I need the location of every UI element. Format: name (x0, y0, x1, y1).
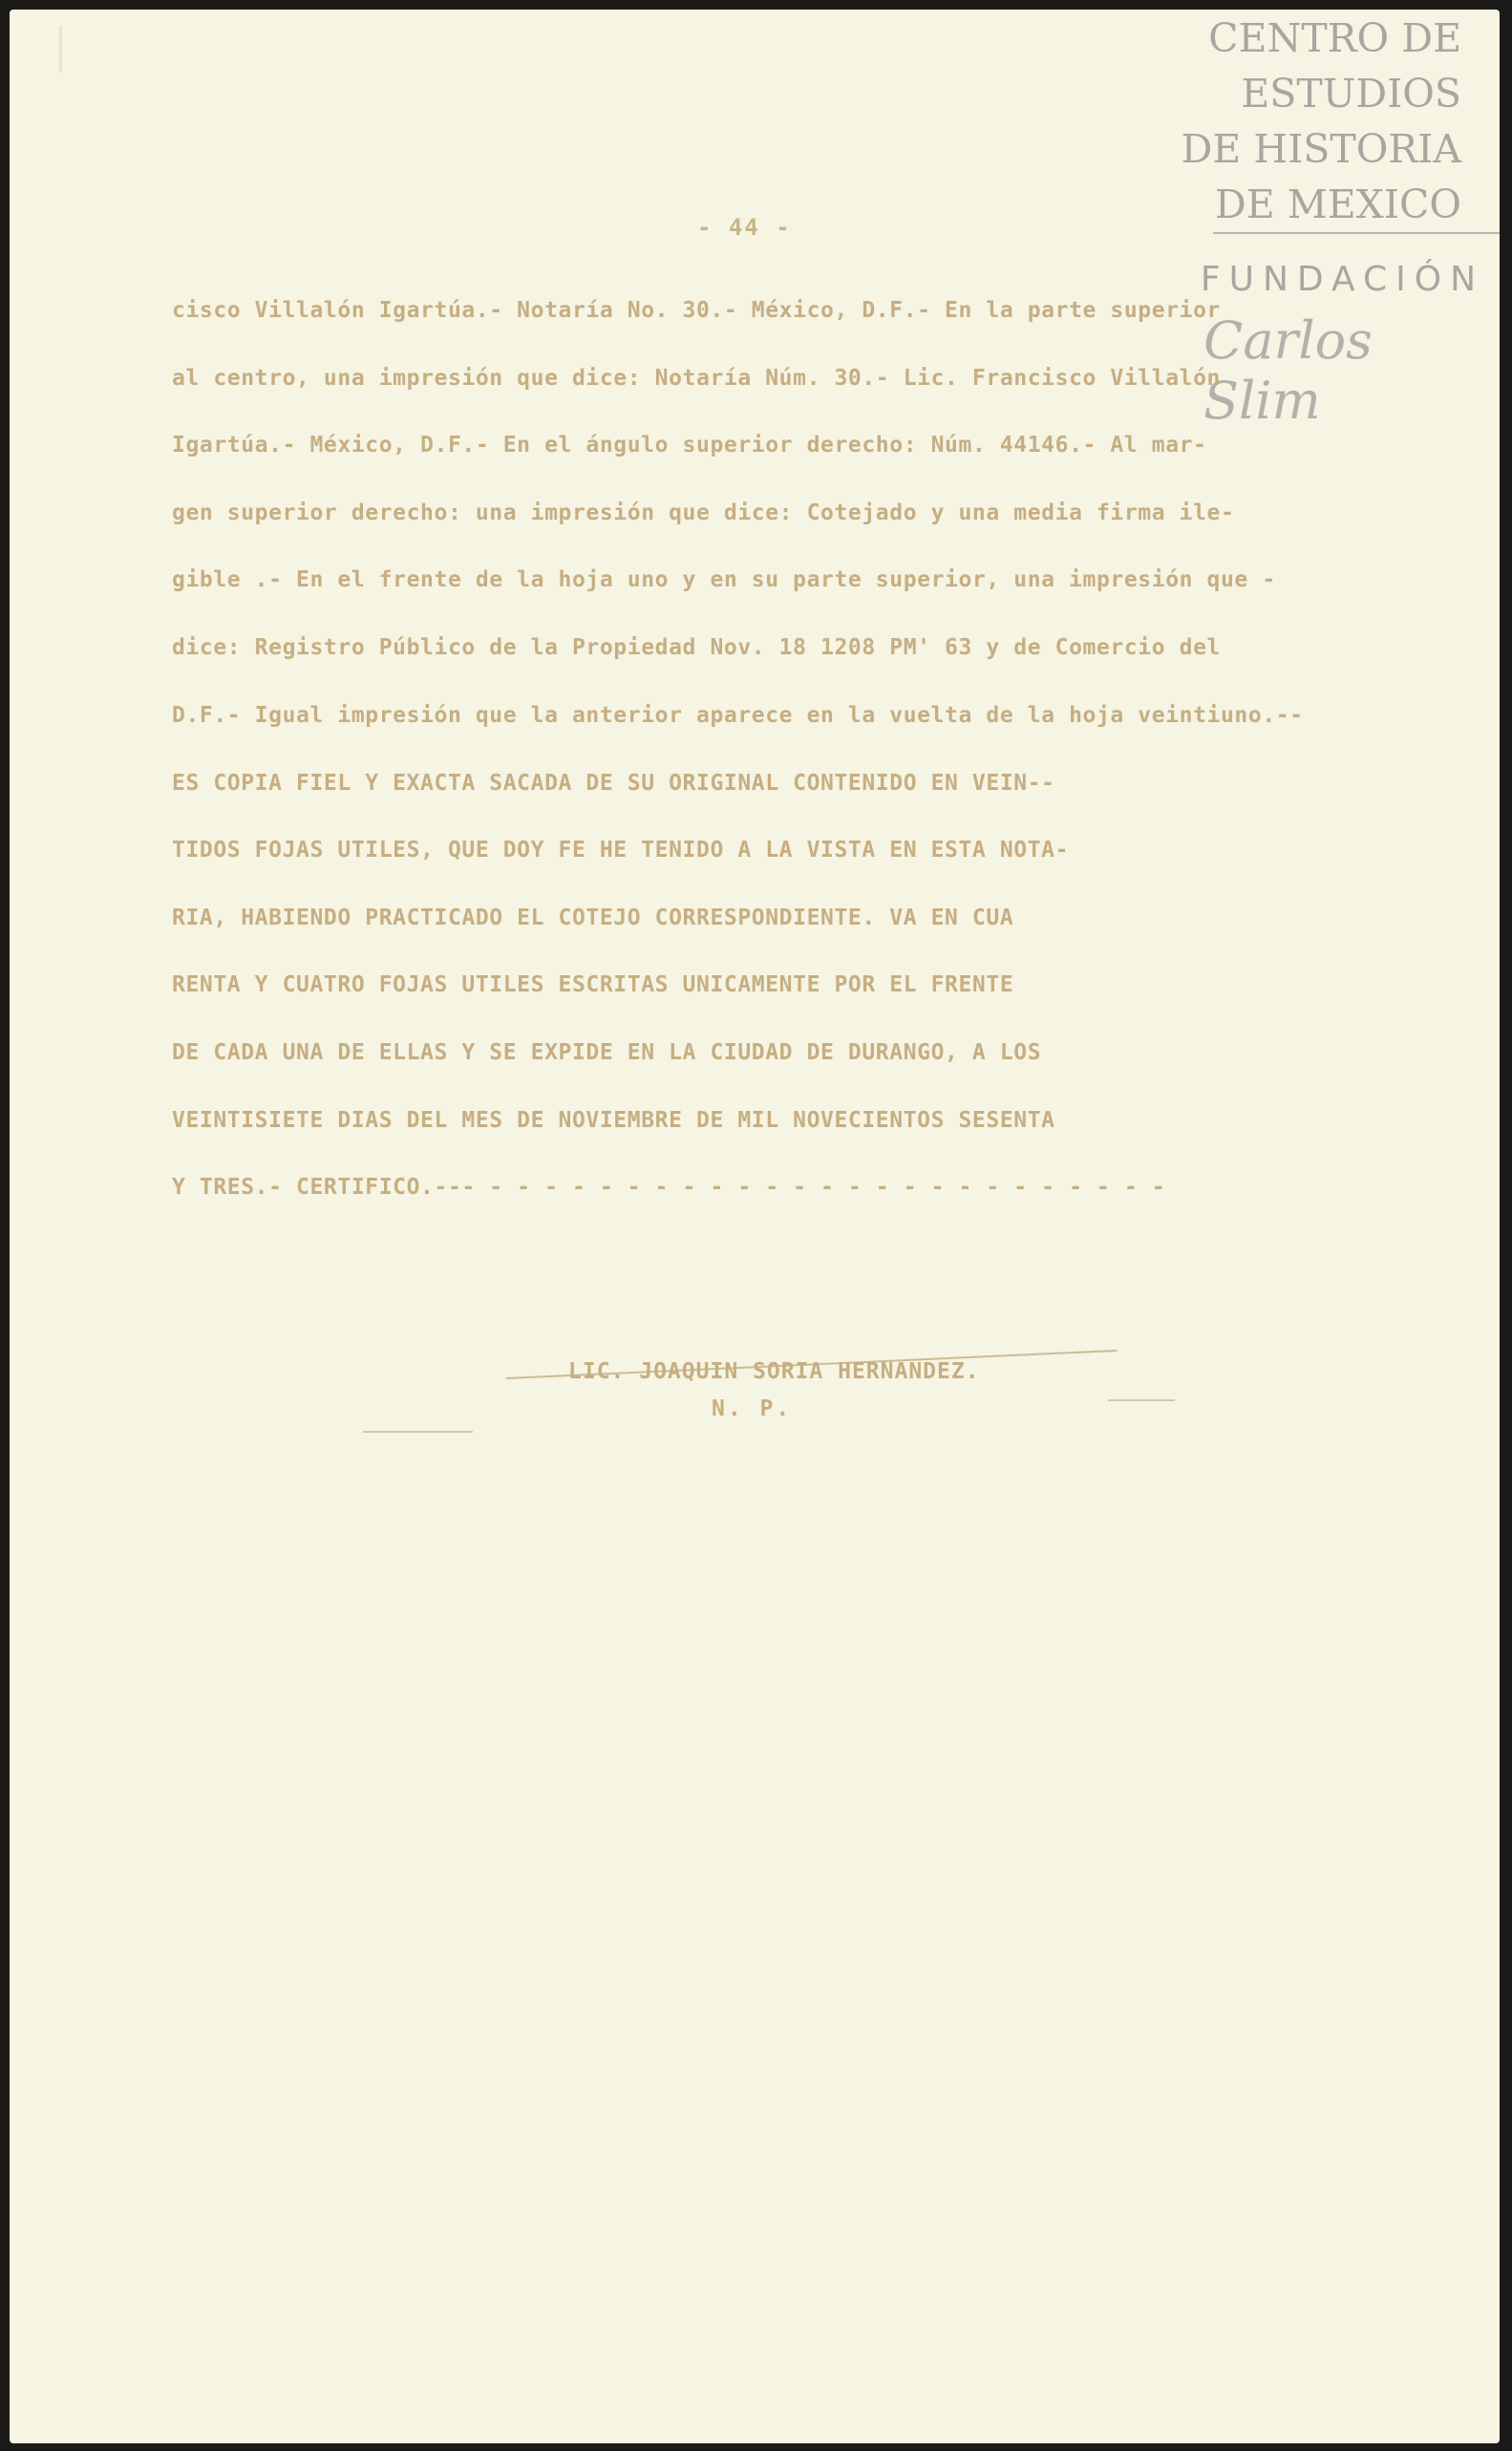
watermark-line-4: DE MEXICO (1214, 181, 1461, 227)
body-line-7: D.F.- Igual impresión que la anterior aparece en la vuelta de la hoja veintiuno.-- (172, 703, 1304, 728)
watermark-line-1: CENTRO DE (1208, 15, 1461, 61)
body-line-5: gible .- En el frente de la hoja uno y en su parte superior, una impresión que - (172, 567, 1276, 592)
watermark-divider (1213, 232, 1500, 234)
body-line-3: Igartúa.- México, D.F.- En el ángulo superior derecho: Núm. 44146.- Al mar- (172, 433, 1207, 458)
body-line-14: Y TRES.- CERTIFICO.--- - - - - - - - - - - - - - - - - - - - - - - - - - (172, 1175, 1166, 1200)
watermark-line-2: ESTUDIOS (1241, 71, 1461, 117)
archive-watermark (1181, 10, 1500, 431)
body-line-9: TIDOS FOJAS UTILES, QUE DOY FE HE TENIDO A LA VISTA EN ESTA NOTA- (172, 838, 1070, 863)
body-line-6: dice: Registro Público de la Propiedad Nov. 18 1208 PM' 63 y de Comercio del (172, 635, 1221, 660)
watermark-line-3: DE HISTORIA (1181, 126, 1461, 172)
signature-underline-left (363, 1431, 473, 1433)
signature-name: LIC. JOAQUIN SORIA HERNANDEZ. (568, 1359, 980, 1384)
body-line-12: DE CADA UNA DE ELLAS Y SE EXPIDE EN LA CIUDAD DE DURANGO, A LOS (172, 1040, 1042, 1065)
page-corner-mark (59, 27, 62, 73)
signature-underline-right (1108, 1399, 1175, 1401)
signature-title: N. P. (712, 1396, 793, 1421)
watermark-signature: Carlos Slim (1203, 310, 1373, 431)
watermark-fundacion: FUNDACIÓN (1200, 260, 1484, 299)
body-line-4: gen superior derecho: una impresión que dice: Cotejado y una media firma ile- (172, 501, 1235, 525)
document-page (10, 10, 1500, 2443)
page-number: - 44 - (697, 214, 792, 241)
body-line-11: RENTA Y CUATRO FOJAS UTILES ESCRITAS UNICAMENTE POR EL FRENTE (172, 972, 1014, 997)
body-line-8: ES COPIA FIEL Y EXACTA SACADA DE SU ORIGINAL CONTENIDO EN VEIN-- (172, 771, 1055, 796)
body-line-10: RIA, HABIENDO PRACTICADO EL COTEJO CORRESPONDIENTE. VA EN CUA (172, 906, 1014, 930)
body-line-1: cisco Villalón Igartúa.- Notaría No. 30.- México, D.F.- En la parte superior (172, 298, 1221, 323)
body-line-2: al centro, una impresión que dice: Notaría Núm. 30.- Lic. Francisco Villalón (172, 366, 1221, 391)
body-line-13: VEINTISIETE DIAS DEL MES DE NOVIEMBRE DE MIL NOVECIENTOS SESENTA (172, 1108, 1055, 1133)
